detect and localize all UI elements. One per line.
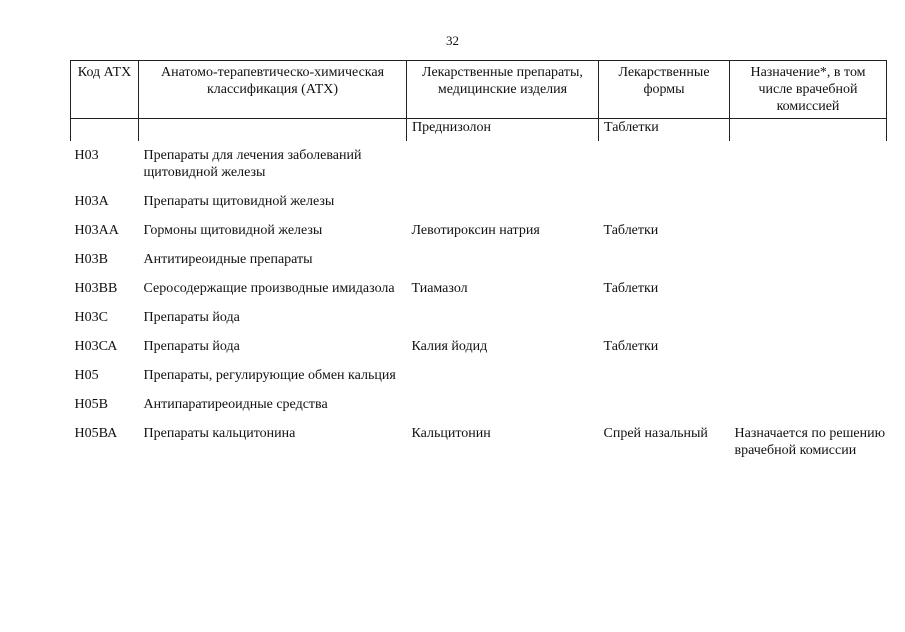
cell-code: Н05ВА — [74, 426, 118, 441]
cell-form: Таблетки — [603, 339, 659, 354]
table-row — [71, 332, 887, 361]
cell-purpose — [730, 274, 887, 303]
cell-code: Н03А — [74, 194, 109, 209]
cell-name — [139, 119, 407, 142]
cell-form — [599, 390, 730, 419]
cell-drug — [407, 187, 599, 216]
table-row — [71, 419, 887, 465]
table-row — [71, 245, 887, 274]
table-row — [71, 303, 887, 332]
cell-purpose — [730, 187, 887, 216]
cell-name: Препараты, регулирующие обмен кальция — [143, 368, 396, 383]
cell-drug — [407, 390, 599, 419]
cell-code: Н03ВВ — [74, 281, 118, 296]
cell-name: Антитиреоидные препараты — [143, 252, 313, 267]
cell-form: Таблетки — [599, 119, 730, 142]
cell-drug — [407, 245, 599, 274]
cell-form — [599, 187, 730, 216]
table-row — [71, 274, 887, 303]
cell-form: Таблетки — [603, 223, 659, 238]
table-row — [71, 216, 887, 245]
header-purpose: Назначение*, в том числе врачебной комиссией — [730, 61, 887, 119]
cell-drug — [407, 303, 599, 332]
header-forms: Лекарственные формы — [599, 61, 730, 119]
cell-drug: Преднизолон — [407, 119, 599, 142]
cell-purpose — [730, 119, 887, 142]
cell-form — [599, 361, 730, 390]
cell-name: Препараты кальцитонина — [143, 426, 296, 441]
table-body — [71, 119, 887, 466]
cell-purpose — [730, 141, 887, 187]
cell-drug: Калия йодид — [411, 339, 488, 354]
cell-form: Таблетки — [603, 281, 659, 296]
cell-code: Н03АА — [74, 223, 119, 238]
cell-name: Серосодержащие производные имидазола — [143, 281, 395, 296]
cell-purpose — [730, 361, 887, 390]
header-drugs: Лекарственные препараты, медицинские изделия — [407, 61, 599, 119]
cell-purpose — [730, 390, 887, 419]
page-number: 32 — [446, 33, 459, 48]
cell-code: Н03 — [74, 148, 99, 163]
table-row — [71, 141, 887, 187]
table-header-row — [71, 61, 887, 119]
cell-form: Спрей назальный — [603, 426, 708, 441]
table-row — [71, 390, 887, 419]
cell-code: Н03СА — [74, 339, 118, 354]
cell-code: Н03В — [74, 252, 108, 267]
cell-name: Препараты йода — [143, 339, 240, 354]
cell-drug: Левотироксин натрия — [411, 223, 540, 238]
cell-code — [71, 119, 139, 142]
cell-form — [599, 303, 730, 332]
cell-code: Н05В — [74, 397, 108, 412]
cell-drug: Кальцитонин — [411, 426, 491, 441]
table-row-continuation — [71, 119, 887, 142]
cell-drug — [407, 141, 599, 187]
cell-purpose — [730, 216, 887, 245]
header-code: Код АТХ — [71, 61, 139, 119]
atx-table — [70, 60, 887, 465]
cell-purpose — [730, 303, 887, 332]
cell-drug — [407, 361, 599, 390]
table-row — [71, 187, 887, 216]
cell-name: Препараты йода — [143, 310, 240, 325]
cell-purpose — [730, 332, 887, 361]
cell-name: Препараты для лечения заболеваний щитовидной железы — [143, 148, 362, 180]
table-row — [71, 361, 887, 390]
cell-name: Гормоны щитовидной железы — [143, 223, 323, 238]
cell-purpose: Назначается по решению врачебной комиссии — [734, 426, 886, 458]
cell-name: Препараты щитовидной железы — [143, 194, 335, 209]
cell-drug: Тиамазол — [411, 281, 468, 296]
cell-form — [599, 141, 730, 187]
cell-form — [599, 245, 730, 274]
cell-code: Н05 — [74, 368, 99, 383]
cell-name: Антипаратиреоидные средства — [143, 397, 328, 412]
header-classification: Анатомо-терапевтическо-химическая классификация (АТХ) — [139, 61, 407, 119]
cell-code: Н03С — [74, 310, 108, 325]
cell-purpose — [730, 245, 887, 274]
